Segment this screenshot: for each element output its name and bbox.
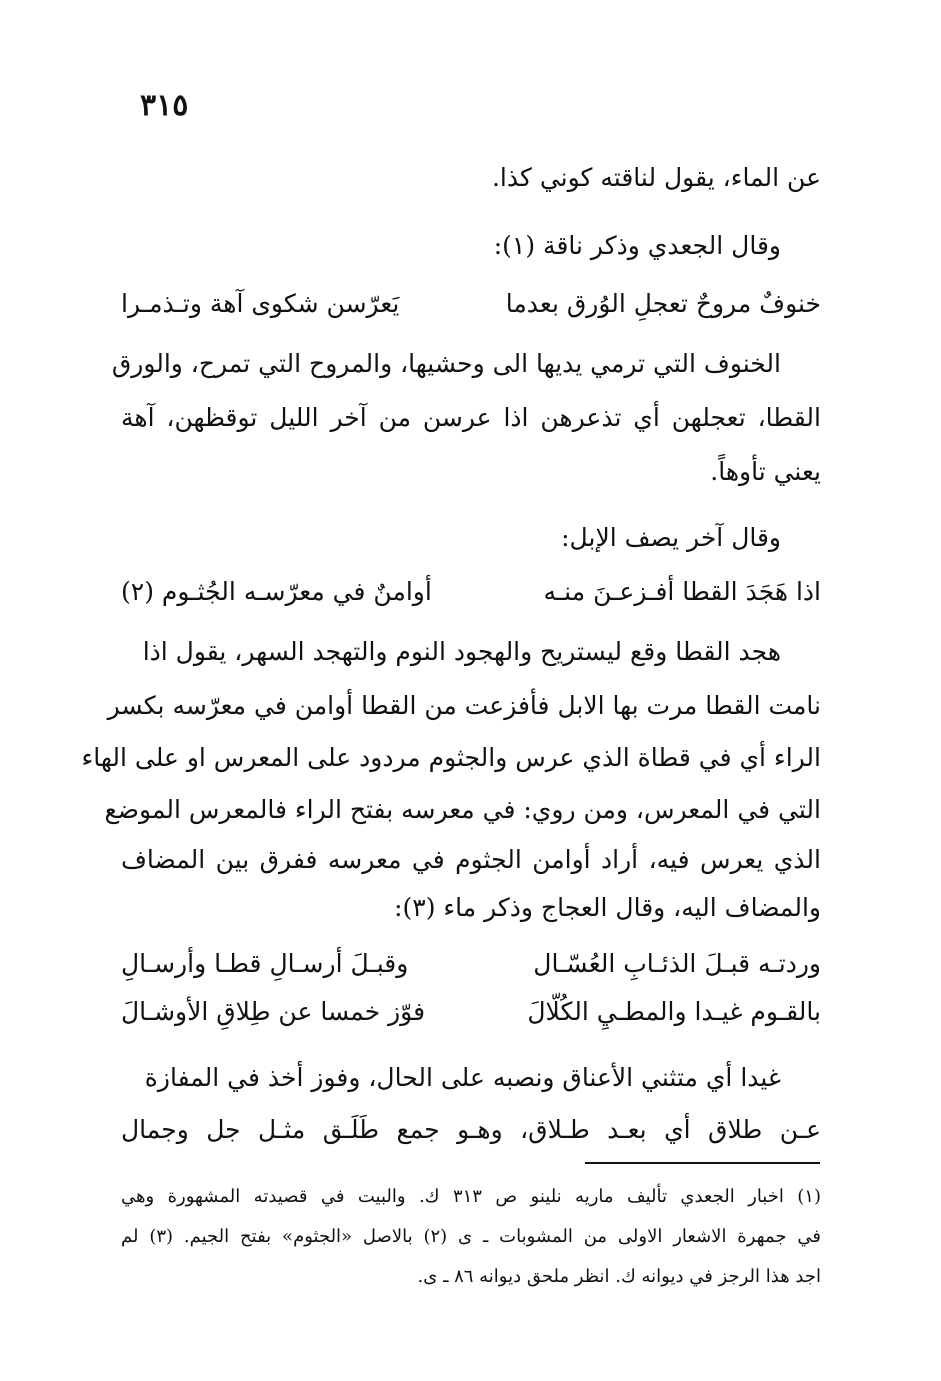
verse-hemistich-second: أوامنٌ في معرّسـه الجُثـوم (٢) [121,577,432,606]
body-line: وقال آخر يصف الإبل: [561,523,781,552]
body-line: الذي يعرس فيه، أراد أوامن الجثوم في معرسه ففرق بين المضاف [121,845,821,874]
page-number: ٣١٥ [140,88,189,123]
body-line: عـن طلاق أي بعـد طـلاق، وهـو جمع طَلَـق مثـل جل وجمال [121,1115,821,1144]
verse-1 [121,284,821,324]
body-line: التي في المعرس، ومن روي: في معرسه بفتح الراء فالمعرس الموضع [104,795,821,824]
verse-2 [121,572,821,612]
verse-hemistich-first: خنوفٌ مروحٌ تعجلِ الوُرق بعدما [505,289,821,318]
verse-hemistich-second: فوّز خمسا عن طِلاقِ الأوشـالَ [121,997,426,1026]
body-line: القطا، تعجلهن أي تذعرهن اذا عرسن من آخر الليل توقظهن، آهة [121,403,821,432]
body-line: عن الماء، يقول لناقته كوني كذا. [491,163,821,192]
verse-hemistich-first: بالقـوم غيـدا والمطـيِ الكُلّالَ [527,997,821,1026]
verse-hemistich-second: وقبـلَ أرسـالِ قطـا وأرسـالِ [121,949,409,978]
verse-hemistich-second: يَعرّسن شكوى آهة وتـذمـرا [121,289,400,318]
body-line: نامت القطا مرت بها الابل فأفزعت من القطا أوامن في معرّسه بكسر [107,691,821,720]
footnote-line: (١) اخبار الجعدي تأليف ماريه نلينو ص ٣١٣ ك. والبيت في قصيدته المشهورة وهي [121,1186,821,1207]
body-line: وقال الجعدي وذكر ناقة (١): [493,231,781,260]
body-line: والمضاف اليه، وقال العجاج وذكر ماء (٣): [394,893,821,922]
footnote-line: اجد هذا الرجز في ديوانه ك. انظر ملحق ديوانه ٨٦ ـ ى. [417,1266,821,1287]
verse-hemistich-first: وردتـه قبـلَ الذئـابِ العُسّـال [533,949,821,978]
verse-4 [121,992,821,1032]
verse-3 [121,944,821,984]
body-line: غيدا أي متثني الأعناق ونصبه على الحال، وفوز أخذ في المفازة [144,1063,781,1092]
verse-hemistich-first: اذا هَجَدَ القطا أفـزعـنَ منـه [543,577,821,606]
body-line: الخنوف التي ترمي يديها الى وحشيها، والمروح التي تمرح، والورق [111,349,781,378]
footnote-line: في جمهرة الاشعار الاولى من المشوبات ـ ى (٢) بالاصل «الجثوم» بفتح الجيم. (٣) لم [121,1226,821,1247]
body-line: يعني تأوهاً. [710,457,821,486]
body-line: هجد القطا وقع ليستريح والهجود النوم والتهجد السهر، يقول اذا [142,637,781,666]
footnote-divider [585,1162,820,1164]
body-line: الراء أي في قطاة الذي عرس والجثوم مردود على المعرس او على الهاء [81,743,821,772]
